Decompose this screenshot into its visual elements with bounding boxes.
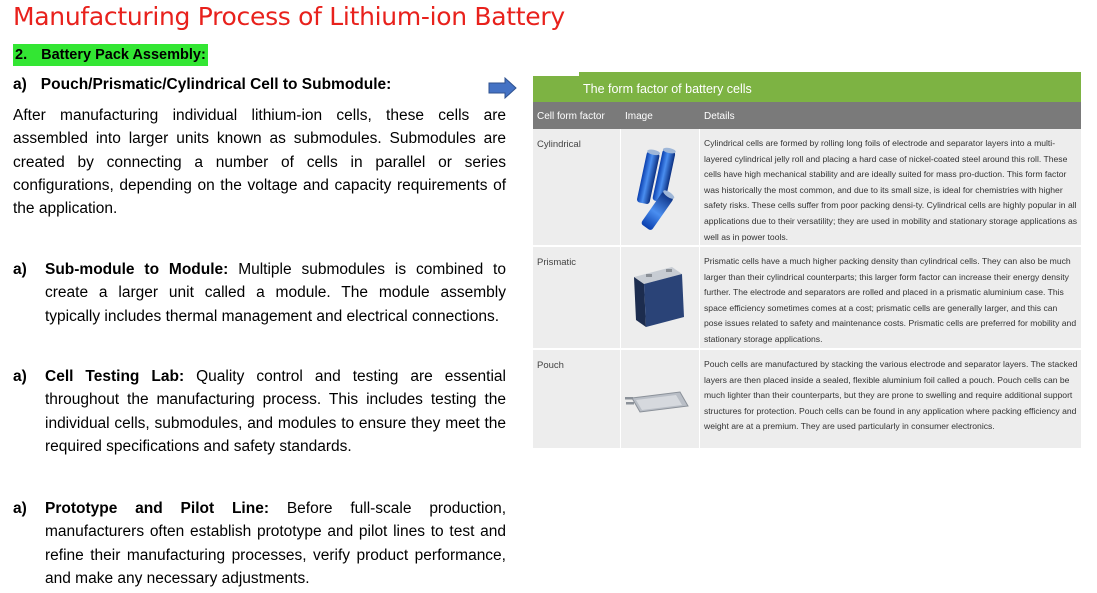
row-details: Prismatic cells have a much higher packing density than cylindrical cells. They can also be much larger than their cylindrical counterparts; this larger form factor can increase their energy density further. The electrode and separators are rolled and placed in a prismatic aluminium case. This space efficiency sometimes comes at a cost; prismatic cells are generally larger, and this can pose issues related to safety and maintenance costs. Prismatic cells are preferred for mobility and stationary storage applications.	[704, 256, 1077, 344]
row-label: Cylindrical	[537, 139, 581, 150]
list-item-submodule-to-module	[13, 258, 506, 328]
table-row-cylindrical	[533, 129, 1081, 245]
subheading-letter: a)	[13, 76, 27, 93]
subheading-text: Pouch/Prismatic/Cylindrical Cell to Submodule:	[40, 76, 392, 93]
prismatic-cell-icon	[620, 247, 697, 348]
page-title: Manufacturing Process of Lithium-ion Battery	[13, 2, 565, 31]
item-bold: Sub-module to Module:	[45, 261, 229, 278]
row-details: Cylindrical cells are formed by rolling long foils of electrode and separator layers into a multi-layered cylindrical jelly roll and placing a hard case of nickel-coated steel around this roll. These cells have high mechanical stability and are ideally suited for mass pro-duction. This form factor was historically the most common, and due to its small size, is ideal for chemistries with higher safety risks. These cells suffer from poor packing densi-ty. Cylindrical cells are highly popular in all applications due to their versatility; they are used in mobility and stationary storage applications as well as in power tools.	[704, 138, 1078, 242]
header-cell-details: Details	[704, 111, 735, 122]
item-letter: a)	[13, 500, 27, 517]
item-letter: a)	[13, 368, 27, 385]
right-arrow-icon	[488, 77, 518, 99]
cylindrical-cells-icon	[620, 129, 697, 245]
row-details: Pouch cells are manufactured by stacking the various electrode and separator layers. The stacked layers are then placed inside a sealed, flexible aluminium foil called a pouch. Pouch cells can be much lighter than their counterparts, but they are prone to swelling and require additional support structures for protection. Pouch cells can be found in any application where packing efficiency and weight are at a premium. They are used particularly in consumer electronics.	[704, 359, 1078, 432]
list-item-cell-testing-lab	[13, 365, 506, 458]
subheading	[13, 76, 391, 94]
table-header-row	[533, 102, 1081, 129]
table-row-prismatic	[533, 247, 1081, 348]
row-label: Prismatic	[537, 257, 577, 268]
table-title: The form factor of battery cells	[583, 82, 752, 96]
form-factor-table	[533, 72, 1081, 448]
table-row-pouch	[533, 350, 1081, 448]
header-cell-image: Image	[625, 111, 653, 122]
item-bold: Cell Testing Lab:	[45, 368, 185, 385]
intro-paragraph: After manufacturing individual lithium-ion cells, these cells are assembled into larger units known as submodules. Submodules are created by connecting a number of cells in parallel or series configurations, depending on the voltage and capacity requirements of the application.	[13, 107, 506, 218]
section-number: 2.	[15, 47, 28, 63]
item-text: Quality control and testing are essential throughout the manufacturing process. This includes testing the individual cells, submodules, and modules to ensure they meet the required specifications and safety standards.	[45, 368, 506, 455]
section-label: Battery Pack Assembly:	[41, 47, 206, 63]
item-text: Before full-scale production, manufacturers often establish prototype and pilot lines to test and refine their manufacturing processes, verify product performance, and make any necessary adjustments.	[45, 500, 507, 587]
row-label: Pouch	[537, 360, 564, 371]
item-text: Multiple submodules is combined to create a larger unit called a module. The module assembly typically includes thermal management and electrical connections.	[45, 261, 506, 325]
item-letter: a)	[13, 261, 27, 278]
section-heading	[13, 44, 208, 66]
pouch-cell-icon	[620, 350, 697, 448]
item-bold: Prototype and Pilot Line:	[45, 500, 269, 517]
table-title-bar	[533, 72, 1081, 102]
list-item-prototype-pilot-line	[13, 497, 506, 590]
header-cell-form-factor: Cell form factor	[537, 111, 605, 122]
